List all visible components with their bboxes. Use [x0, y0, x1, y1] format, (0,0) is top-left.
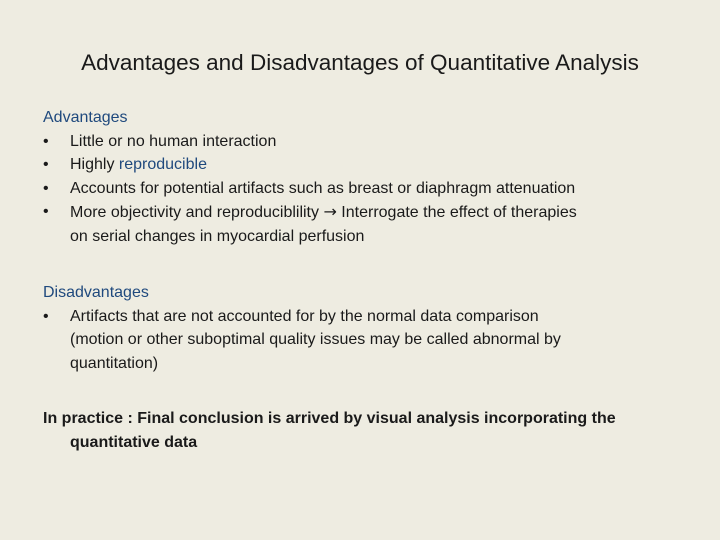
disadvantage-text: Artifacts that are not accounted for by the normal data comparison [70, 307, 539, 325]
advantage-item [43, 130, 683, 154]
disadvantage-text: (motion or other suboptimal quality issues may be called abnormal by [70, 331, 561, 348]
advantage-highlight: reproducible [118, 156, 207, 173]
bullet-icon: • [43, 132, 49, 150]
disadvantages-list [43, 305, 683, 376]
bullet-icon: • [43, 203, 49, 220]
advantage-item [43, 200, 683, 248]
slide-title: Advantages and Disadvantages of Quantitative Analysis [81, 50, 639, 75]
disadvantage-text: quantitation) [70, 354, 159, 372]
advantage-text: Highly [70, 156, 119, 173]
advantage-text: Little or no human interaction [70, 132, 277, 150]
advantage-text: Accounts for potential artifacts such as breast or diaphragm attenuation [70, 179, 576, 197]
advantage-item [43, 177, 683, 201]
advantage-item [43, 153, 683, 177]
spacer [43, 248, 683, 281]
conclusion [43, 407, 683, 454]
disadvantages-heading: Disadvantages [43, 284, 149, 301]
right-arrow-icon: → [323, 202, 337, 221]
advantages-heading: Advantages [43, 109, 128, 126]
conclusion-text-wrap: quantitative data [70, 433, 198, 451]
spacer [43, 375, 683, 407]
bullet-icon: • [43, 156, 49, 173]
bullet-icon: • [43, 307, 49, 325]
advantages-list [43, 130, 683, 249]
bullet-icon: • [43, 179, 49, 197]
disadvantage-item [43, 305, 683, 376]
advantage-text-wrap: on serial changes in myocardial perfusion [70, 227, 365, 245]
advantage-text: More objectivity and reproduciblility [70, 204, 324, 221]
advantage-text-continued: Interrogate the effect of therapies [336, 204, 577, 221]
slide-body [43, 106, 683, 454]
conclusion-text: In practice : Final conclusion is arrived by visual analysis incorporating the [43, 410, 616, 427]
